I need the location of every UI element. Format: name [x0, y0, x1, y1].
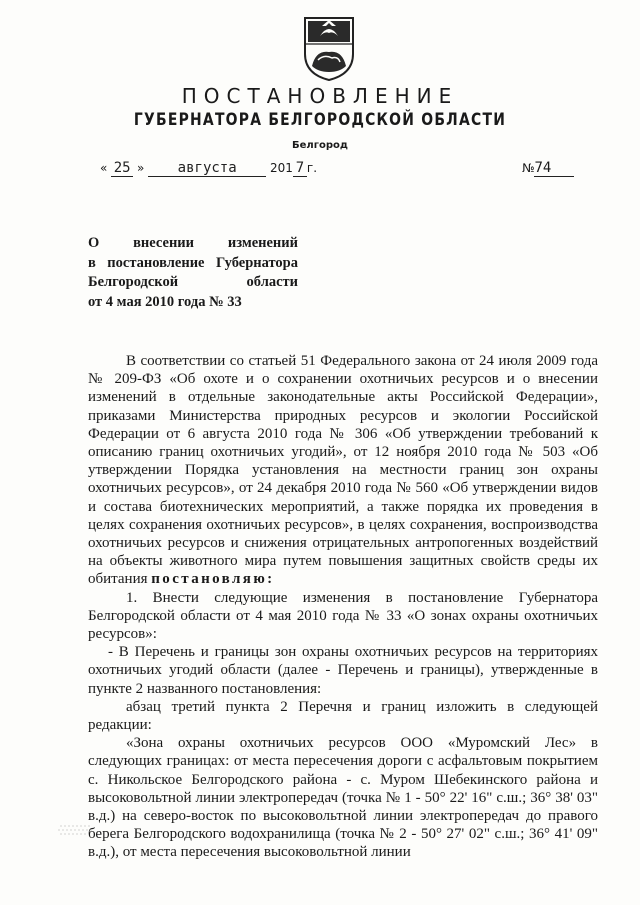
date-year-suffix: г.: [306, 161, 318, 175]
date-year-digit: 7: [293, 160, 307, 177]
city-name: Белгород: [292, 140, 348, 151]
new-wording-paragraph: «Зона охраны охотничьих ресурсов ООО «Муромский Лес» в следующих границах: от места пересечения дороги с асфальтовым покрытием с. Никольское Белгородского района - с. Муром Шебекинского района и высоковольтной линии электропередач (точка № 1 - 50° 22' 16" с.ш.; 36° 38' 03" в.д.) на северо-восток по высоковольтной линии электропередач до правого берега Белгородского водохранилища (точка № 2 - 50° 27' 02" с.ш.; 36° 41' 09" в.д.), от места пересечения высоковольтной линии: [88, 735, 598, 861]
faint-stamp-mark: [56, 822, 94, 838]
subject-line: от 4 мая 2010 года № 33: [88, 293, 242, 310]
subject-line: О внесении изменений: [88, 235, 298, 251]
date-open-quote: «: [100, 161, 108, 175]
document-number: [522, 160, 574, 177]
preamble-paragraph: [88, 352, 598, 589]
subject-line: в постановление Губернатора: [88, 254, 298, 271]
subject-line: Белгородской области: [88, 274, 298, 290]
document-type-title: ПОСТАНОВЛЕНИЕ: [181, 84, 459, 108]
date-month: августа: [148, 160, 266, 177]
number-value: 74: [534, 160, 574, 177]
document-date: [100, 160, 317, 177]
resolution-keyword: постановляю:: [151, 571, 275, 588]
document-body: [88, 352, 598, 862]
amendment-paragraph: - В Перечень и границы зон охраны охотничьих ресурсов на территориях охотничьих угодий области (далее - Перечень и границы), утвержденные в пункте 2 названного постановления:: [88, 644, 598, 697]
clause-1-paragraph: 1. Внести следующие изменения в постановление Губернатора Белгородской области от 4 мая 2010 года № 33 «О зонах охраны охотничьих ресурсов»:: [88, 589, 598, 643]
number-prefix: №: [522, 161, 535, 175]
date-day: 25: [111, 160, 133, 177]
issuing-authority: ГУБЕРНАТОРА БЕЛГОРОДСКОЙ ОБЛАСТИ: [133, 110, 507, 130]
date-year-prefix: 201: [270, 161, 293, 175]
document-subject: [88, 234, 298, 312]
date-close-quote: »: [137, 161, 145, 175]
preamble-text: В соответствии со статьей 51 Федерального закона от 24 июля 2009 года № 209-ФЗ «Об охоте и о сохранении охотничьих ресурсов и о внесении изменений в отдельные законодательные акты Российской Федерации», приказами Министерства природных ресурсов и экологии Российской Федерации от 6 августа 2010 года № 306 «Об утверждении требований к описанию границ охотничьих угодий», от 12 ноября 2010 года № 503 «Об утверждении Порядка установления на местности границ зон охраны охотничьих ресурсов», от 24 декабря 2010 года № 560 «Об утверждении видов и состава биотехнических мероприятий, а также порядка их проведения в целях сохранения охотничьих ресурсов», в целях сохранения, воспроизводства охотничьих ресурсов и снижения отрицательных антропогенных воздействий на объекты животного мира путем повышения защитных свойств среды их обитания: [88, 353, 598, 588]
coat-of-arms-emblem: [302, 14, 356, 82]
instruction-paragraph: абзац третий пункта 2 Перечня и границ изложить в следующей редакции:: [88, 698, 598, 734]
